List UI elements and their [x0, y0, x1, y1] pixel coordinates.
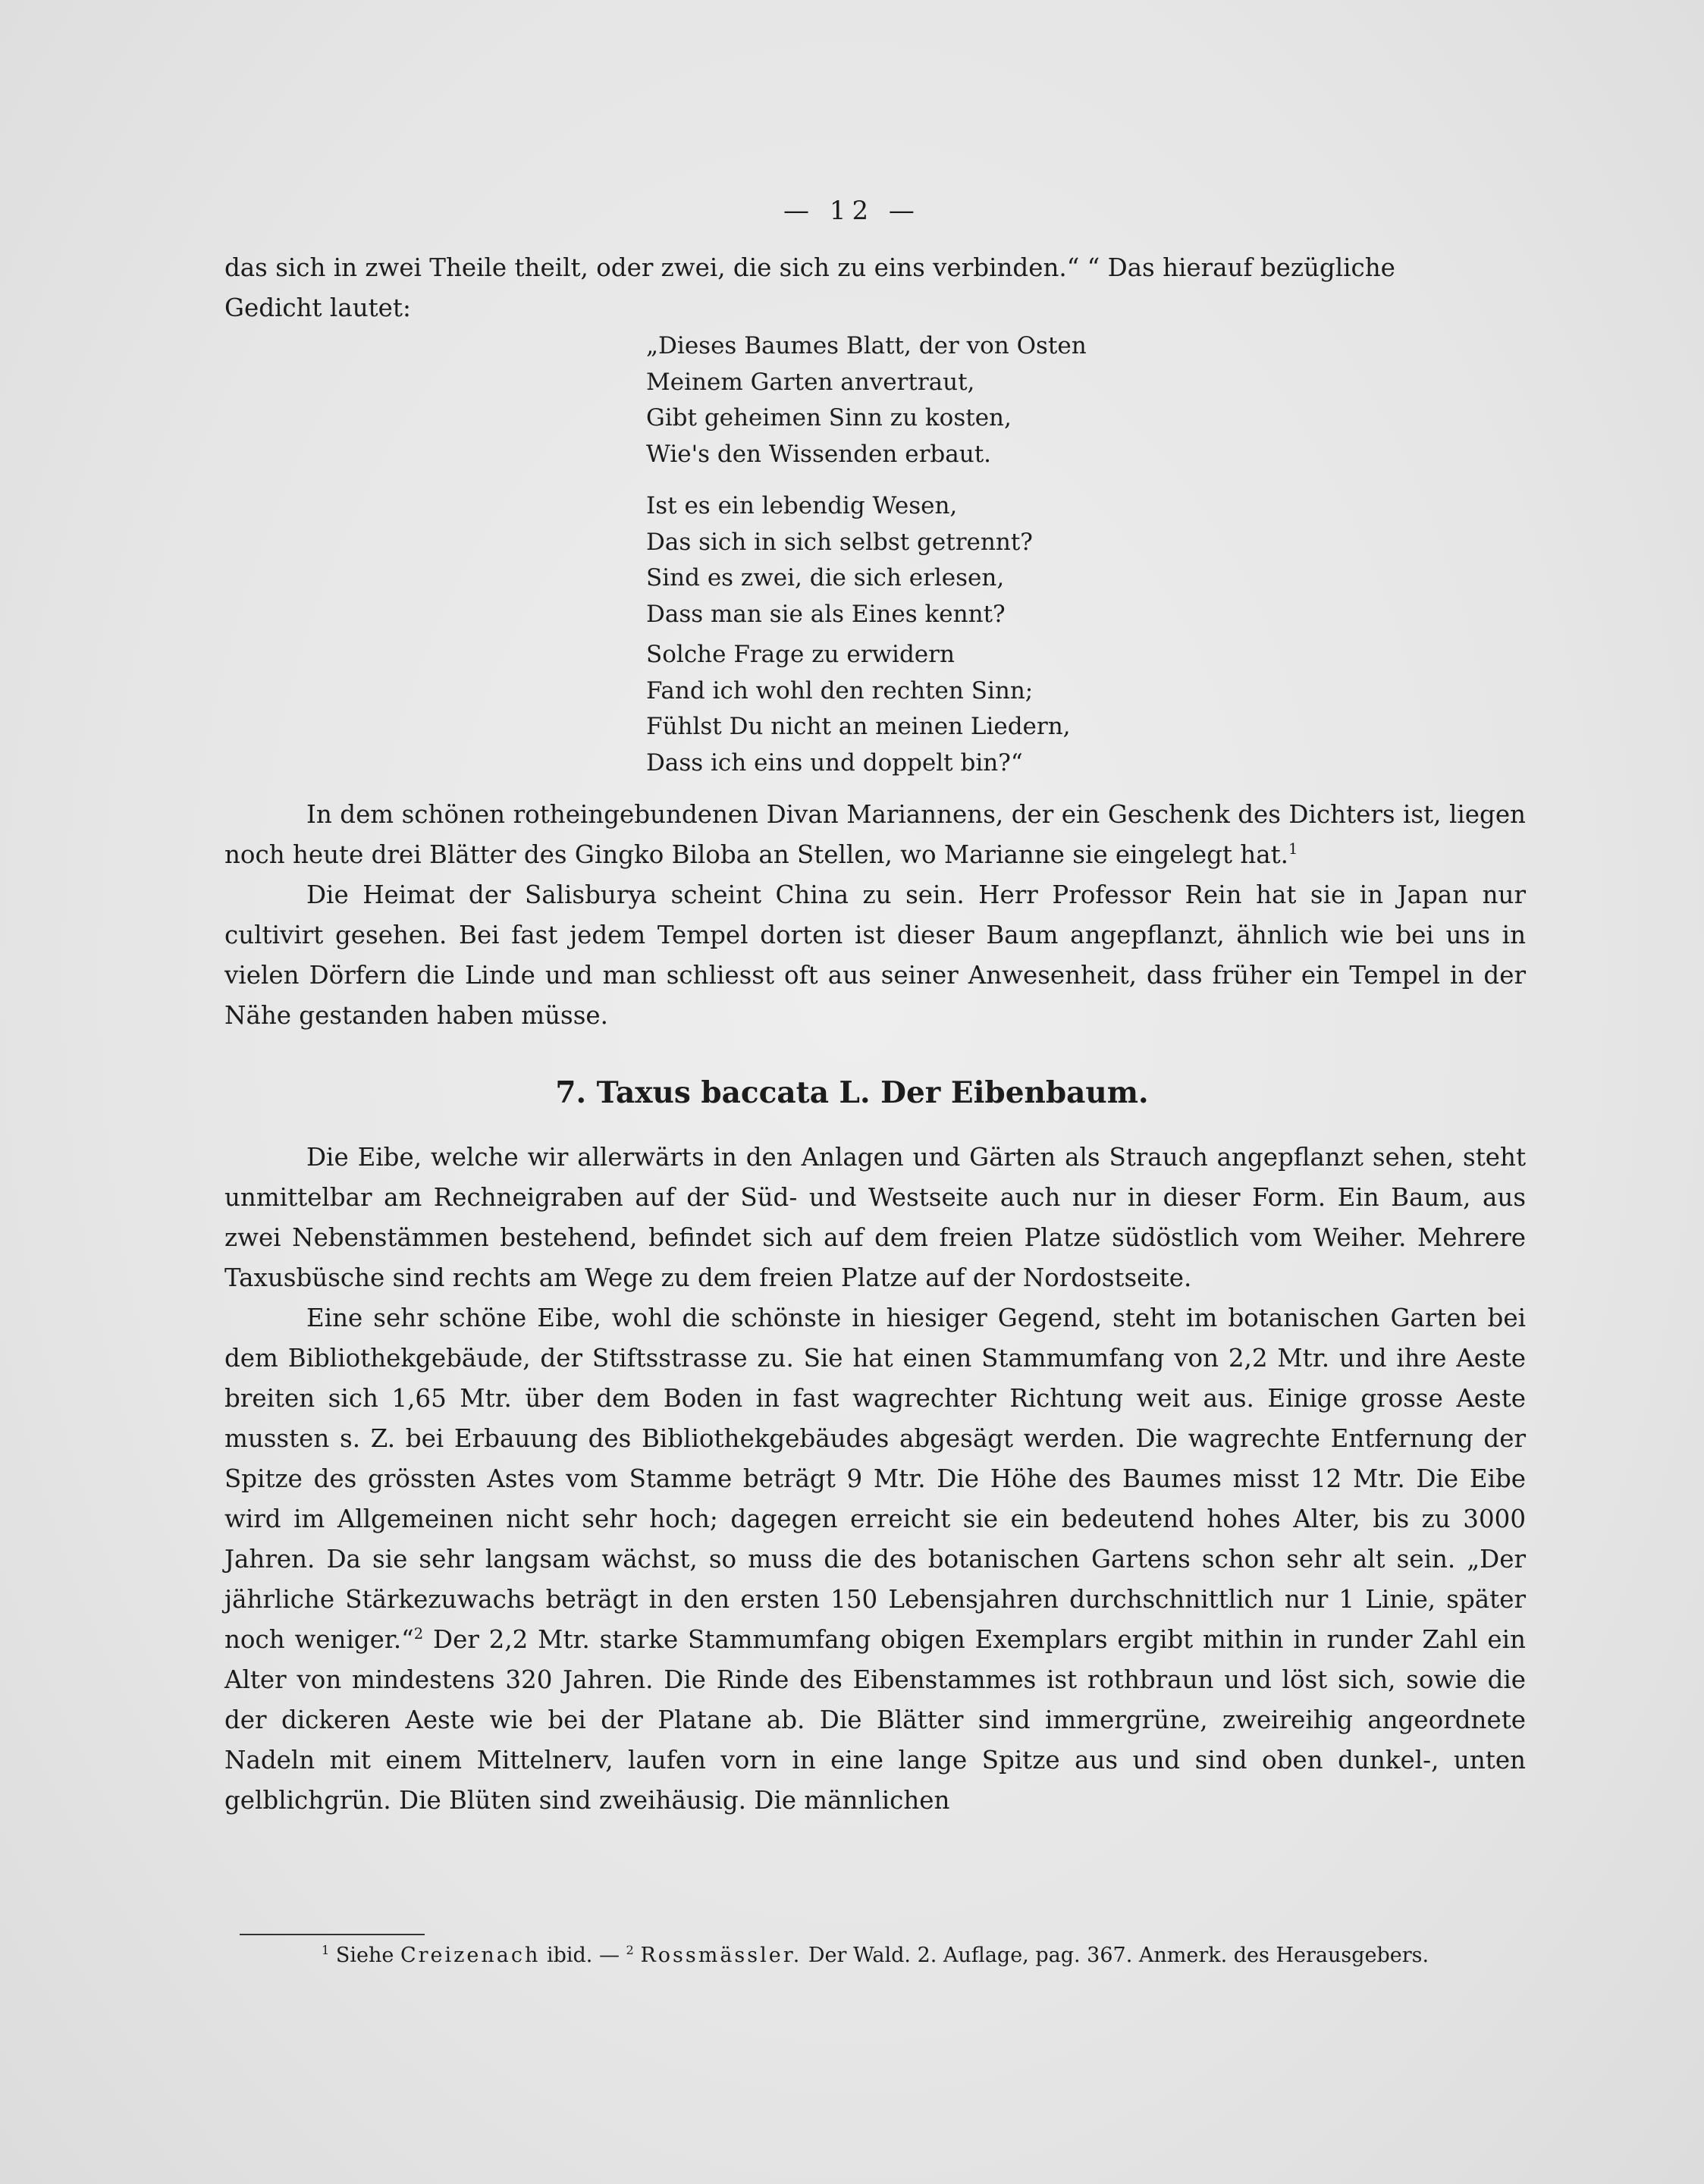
footnote-ref-1: 1: [1288, 840, 1298, 858]
footnote-rule: [240, 1934, 425, 1935]
poem-line: Fühlst Du nicht an meinen Liedern,: [646, 713, 1071, 740]
paragraph-divan: [224, 795, 1526, 875]
intro-text: [224, 248, 1526, 328]
poem-line: „Dieses Baumes Blatt, der von Osten: [646, 332, 1087, 359]
footnote-text: Der Wald. 2. Auflage, pag. 367. Anmerk. des Herausgebers.: [802, 1944, 1429, 1967]
footnote-author: Creizenach: [400, 1944, 541, 1967]
intro-line-2: Gedicht lautet:: [224, 293, 411, 322]
poem-line: Gibt geheimen Sinn zu kosten,: [646, 404, 1012, 431]
footnote-author: Rossmässler.: [640, 1944, 802, 1967]
paragraph-eibe: Die Eibe, welche wir allerwärts in den Anlagen und Gärten als Strauch angepflanzt sehen, steht unmittelbar am Rechneigraben auf der Süd- und Westseite auch nur in dieser Form. Ein Baum, aus zwei Nebenstämmen bestehend, befindet sich auf dem freien Platze südöstlich vom Weiher. Mehrere Taxusbüsche sind rechts am Wege zu dem freien Platze auf der Nordostseite.: [224, 1143, 1526, 1292]
poem-stanza-1: [646, 328, 1222, 472]
poem-line: Solche Frage zu erwidern: [646, 641, 955, 668]
poem-line: Das sich in sich selbst getrennt?: [646, 528, 1033, 556]
footnote-text: ibid. —: [540, 1944, 626, 1967]
footnotes: [240, 1936, 1529, 1975]
poem-line: Wie's den Wissenden erbaut.: [646, 440, 992, 468]
body-text-1: [224, 795, 1526, 1036]
poem-line: Dass ich eins und doppelt bin?“: [646, 748, 1023, 777]
body-text-2: [224, 1138, 1526, 1821]
footnote-mark-1: 1: [322, 1943, 330, 1957]
page-number: — 12 —: [783, 196, 921, 226]
paragraph-text: Eine sehr schöne Eibe, wohl die schönste in hiesiger Gegend, steht im botanischen Garten bei dem Bibliothekgebäude, der Stiftsstrasse zu. Sie hat einen Stammumfang von 2,2 Mtr. und ihre Aeste breiten sich 1,65 Mtr. über dem Boden in fast wagrechter Richtung weit aus. Einige grosse Aeste mussten s. Z. bei Erbauung des Bibliothekgebäudes abgesägt werden. Die wagrechte Entfernung der Spitze des grössten Astes vom Stamme beträgt 9 Mtr. Die Höhe des Baumes misst 12 Mtr. Die Eibe wird im Allgemeinen nicht sehr hoch; dagegen erreicht sie ein bedeutend hohes Alter, bis zu 3000 Jahren. Da sie sehr langsam wächst, so muss die des botanischen Gartens schon sehr alt sein. „Der jährliche Stärkezuwachs beträgt in den ersten 150 Lebensjahren durchschnittlich nur 1 Linie, später noch weniger.“: [224, 1304, 1526, 1654]
footnote-ref-2: 2: [413, 1625, 424, 1643]
poem-part-2: [646, 488, 1222, 632]
paragraph-text: In dem schönen rotheingebundenen Divan Mariannens, der ein Geschenk des Dichters ist, liegen noch heute drei Blätter des Gingko Biloba an Stellen, wo Marianne sie eingelegt hat.: [224, 800, 1526, 869]
poem-line: Dass man sie als Eines kennt?: [646, 600, 1006, 628]
poem-line: Ist es ein lebendig Wesen,: [646, 492, 958, 519]
poem: [646, 328, 1222, 472]
poem-stanza-3: [646, 637, 1222, 781]
footnote-text: Siehe: [329, 1944, 400, 1967]
section-heading: 7. Taxus baccata L. Der Eibenbaum.: [555, 1075, 1149, 1110]
poem-line: Sind es zwei, die sich erlesen,: [646, 564, 1005, 592]
footnote-mark-2: 2: [626, 1943, 634, 1957]
paragraph-text: Der 2,2 Mtr. starke Stammumfang obigen Exemplars ergibt mithin in runder Zahl ein Alter von mindestens 320 Jahren. Die Rinde des Eibenstammes ist rothbraun und löst sich, sowie die der dickeren Aeste wie bei der Platane ab. Die Blätter sind immergrüne, zweireihig angeordnete Nadeln mit einem Mittelnerv, laufen vorn in eine lange Spitze aus und sind oben dunkel-, unten gelblichgrün. Die Blüten sind zweihäusig. Die männlichen: [224, 1625, 1526, 1815]
poem-line: Meinem Garten anvertraut,: [646, 368, 975, 396]
intro-line-1: das sich in zwei Theile theilt, oder zwei, die sich zu eins verbinden.“ “ Das hierauf bezügliche: [224, 253, 1395, 282]
poem-part-3: [646, 637, 1222, 781]
poem-stanza-2: [646, 488, 1222, 632]
poem-line: Fand ich wohl den rechten Sinn;: [646, 676, 1034, 704]
paragraph-heimat: Die Heimat der Salisburya scheint China zu sein. Herr Professor Rein hat sie in Japan nur cultivirt gesehen. Bei fast jedem Tempel dorten ist dieser Baum angepflanzt, ähnlich wie bei uns in vielen Dörfern die Linde und man schliesst oft aus seiner Anwesenheit, dass früher ein Tempel in der Nähe gestanden haben müsse.: [224, 880, 1526, 1030]
paragraph-botanischer-garten: [224, 1298, 1526, 1821]
